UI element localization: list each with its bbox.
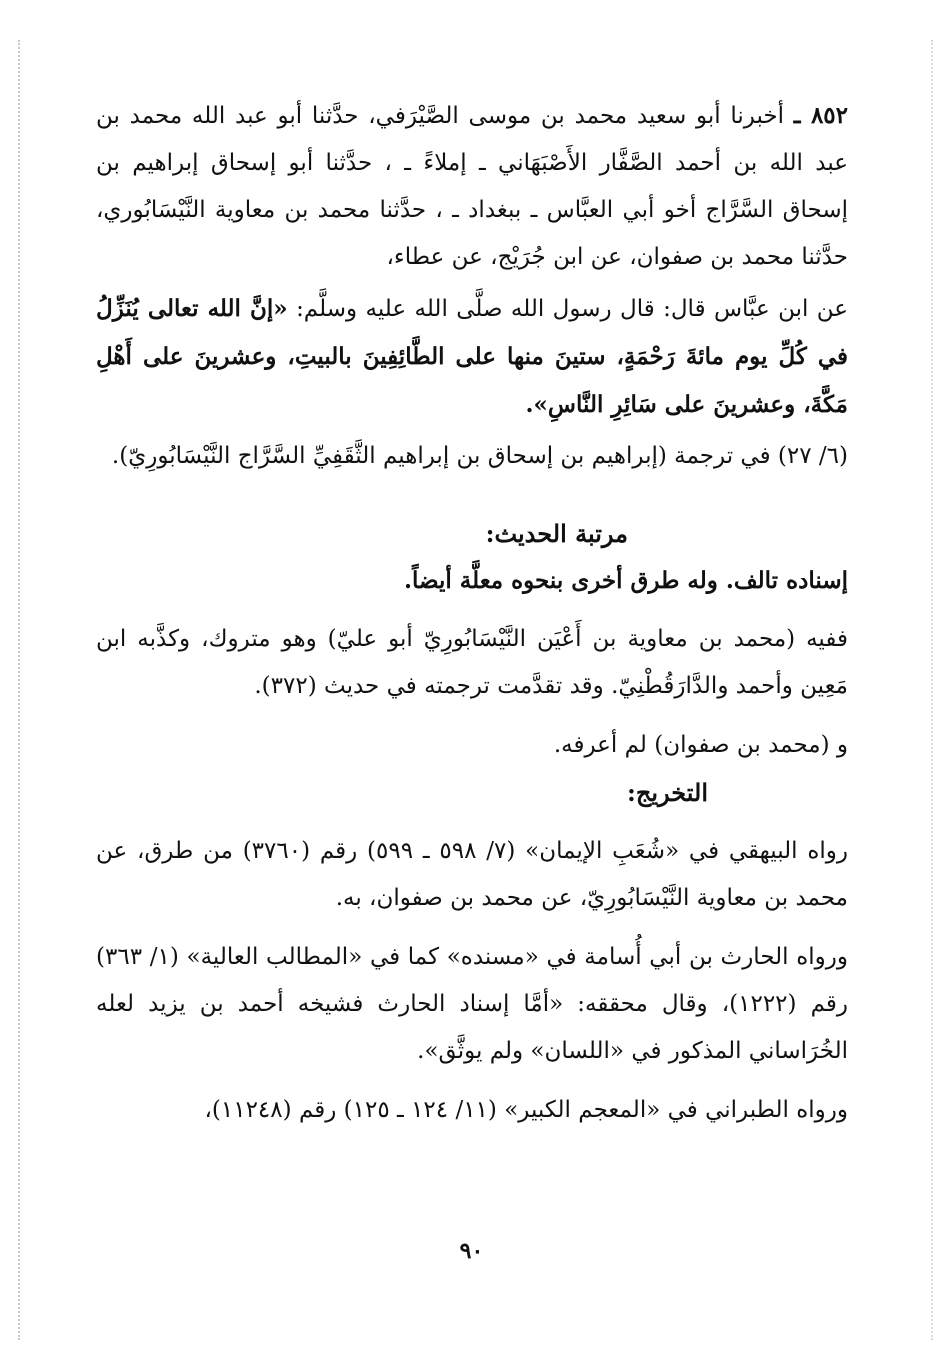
hadith-matn: «إنَّ الله تعالى يُنَزِّلُ في كُلِّ يوم مائةَ رَحْمَةٍ، ستينَ منها على الطَّائِفِينَ بالبيتِ، وعشرينَ على أَهْلِ مَكَّةَ، وعشرينَ على سَائِرِ النَّاسِ».: [96, 295, 848, 418]
page-number: ٩٠: [459, 1238, 484, 1264]
hadith-text-paragraph: [96, 285, 848, 429]
hadith-number: ٨٥٢ ـ: [793, 102, 848, 129]
takhrij-paragraph-1: رواه البيهقي في «شُعَبِ الإيمان» (٧/ ٥٩٨ ـ ٥٩٩) رقم (٣٧٦٠) من طرق، عن محمد بن معاوية النَّيْسَابُورِيّ، عن محمد بن صفوان، به.: [96, 838, 849, 911]
grading-summary: إسناده تالف. وله طرق أخرى بنحوه معلَّة أيضاً.: [403, 567, 848, 594]
hadith-chain: أخبرنا أبو سعيد محمد بن موسى الصَّيْرَفي، حدَّثنا أبو عبد الله محمد بن عبد الله بن أحمد الصَّفَّار الأَصْبَهَاني ـ إملاءً ـ ، حدَّثنا أبو إسحاق إبراهيم بن إسحاق السَّرَّاج أخو أبي العبَّاس ـ ببغداد ـ ، حدَّثنا محمد بن معاوية النَّيْسَابُوري، حدَّثنا محمد بن صفوان، عن ابن جُرَيْج، عن عطاء،: [96, 103, 848, 270]
page-content: [96, 92, 848, 1134]
takhrij-heading: التخريج:: [627, 778, 708, 807]
grading-paragraph-2: و (محمد بن صفوان) لم أعرفه.: [553, 732, 848, 758]
hadith-chain-paragraph: [96, 92, 848, 281]
takhrij-paragraph-2: ورواه الحارث بن أبي أُسامة في «مسنده» كما في «المطالب العالية» (١/ ٣٦٣) رقم (١٢٢٢)، وقال محققه: «أمَّا إسناد الحارث فشيخه أحمد بن يزيد لعله الخُرَاساني المذكور في «اللسان» ولم يوثَّق».: [96, 944, 849, 1064]
grading-heading: مرتبة الحديث:: [485, 519, 628, 548]
hadith-reference: (٦/ ٢٧) في ترجمة (إبراهيم بن إسحاق بن إبراهيم الثَّقَفِيِّ السَّرَّاج النَّيْسَابُورِيّ).: [111, 443, 848, 469]
page-edge-right: [931, 40, 933, 1340]
takhrij-paragraph-3: ورواه الطبراني في «المعجم الكبير» (١١/ ١٢٤ ـ ١٢٥) رقم (١١٢٤٨)،: [204, 1097, 848, 1123]
grading-paragraph-1: ففيه (محمد بن معاوية بن أَعْيَن النَّيْسَابُورِيّ أبو عليّ) وهو متروك، وكذَّبه ابن مَعِين وأحمد والدَّارَقُطْنِيّ. وقد تقدَّمت ترجمته في حديث (٣٧٢).: [96, 626, 848, 699]
hadith-text-intro: عن ابن عبَّاس قال: قال رسول الله صلَّى الله عليه وسلَّم:: [296, 296, 848, 322]
page-edge-left: [18, 40, 20, 1340]
